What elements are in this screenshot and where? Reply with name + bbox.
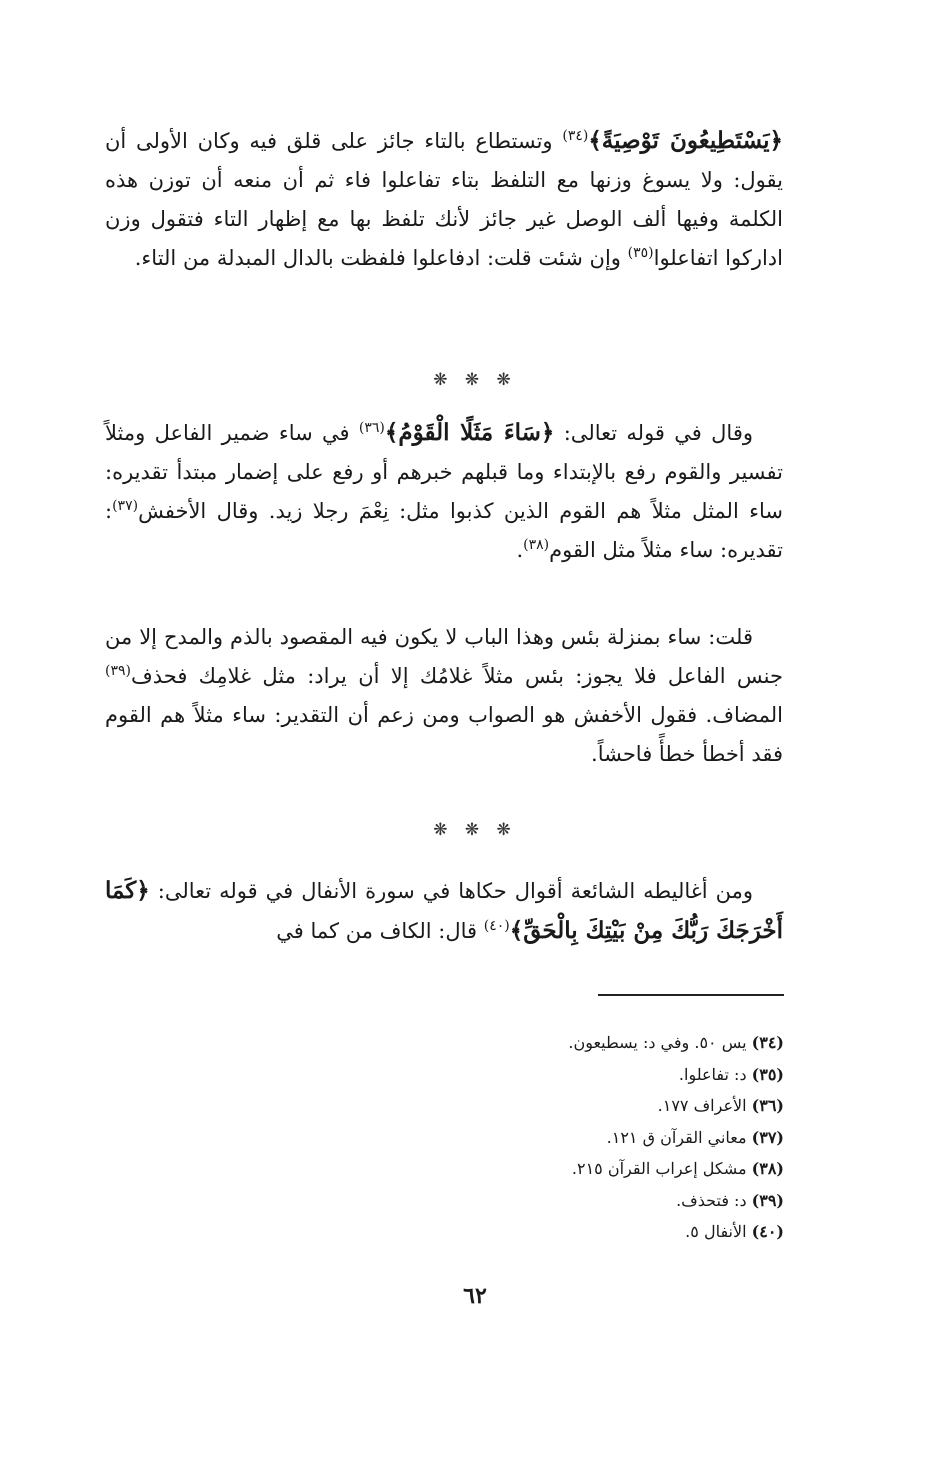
section-separator: ❋ ❋ ❋ (433, 370, 517, 390)
footnote-ref: (٣٩) (105, 663, 131, 679)
footnote-ref: (٣٧) (112, 498, 139, 514)
footnote-ref: (٤٠) (483, 918, 510, 934)
paragraph-4 (105, 871, 783, 951)
quran-quote: ﴿يَسْتَطِيعُونَ تَوْصِيَةً﴾ (588, 127, 783, 154)
footnote-34: (٣٤) يس ٥٠. وفي د: يسطيعون. (568, 1033, 784, 1052)
quran-quote: ﴿كَمَا أَخْرَجَكَ رَبُّكَ مِنْ بَيْتِكَ بِالْحَقِّ﴾ (105, 877, 783, 944)
paragraph-text: : تقديره: ساء مثلاً مثل القوم (105, 499, 783, 562)
footnote-38: (٣٨) مشكل إعراب القرآن ٢١٥. (571, 1159, 784, 1178)
footnote-35: (٣٥) د: تفاعلوا. (678, 1064, 784, 1084)
footnote-36: (٣٦) الأعراف ١٧٧. (657, 1096, 784, 1115)
footnotes (400, 1027, 784, 1248)
paragraph-text: وقال في قوله تعالى: (554, 421, 753, 445)
section-separator: ❋ ❋ ❋ (433, 820, 517, 840)
footnote-ref: (٣٨) (523, 537, 550, 553)
page-number: ٦٢ (463, 1283, 487, 1309)
paragraph-text: . (516, 538, 524, 562)
paragraph-text: المضاف. فقول الأخفش هو الصواب ومن زعم أن التقدير: ساء مثلاً هم القوم فقد أخطأ خطأً فاحشاً. (105, 703, 783, 766)
footnote-ref: (٣٤) (562, 128, 589, 144)
footnote-ref: (٣٥) (627, 245, 654, 261)
paragraph-2 (105, 413, 783, 570)
footnote-divider (598, 994, 784, 996)
footnote-39: (٣٩) د: فتحذف. (676, 1190, 784, 1210)
footnote-37: (٣٧) معاني القرآن ق ١٢١. (606, 1127, 784, 1147)
paragraph-text: وإن شئت قلت: ادفاعلوا فلفظت بالدال المبدلة من التاء. (134, 246, 628, 270)
paragraph-3 (105, 618, 783, 774)
paragraph-text: وتستطاع بالتاء جائز على قلق فيه وكان الأولى أن يقول: ولا يسوغ وزنها مع التلفظ بتاء تفاعلوا فاء ثم أن منعه أن توزن هذه الكلمة وفيها ألف الوصل غير جائز لأنك تلفظ بها مع إظهار التاء فتقول وزن اداركوا اتفاعلوا (105, 129, 783, 270)
paragraph-1 (105, 121, 783, 278)
footnote-ref: (٣٦) (358, 420, 385, 436)
paragraph-text: قلت: ساء بمنزلة بئس وهذا الباب لا يكون فيه المقصود بالذم والمدح إلا من جنس الفاعل فلا يجوز: بئس مثلاً غلامُك إلا أن يراد: مثل غلامِك فحذف (105, 625, 783, 688)
paragraph-text: في ساء ضمير الفاعل ومثلاً تفسير والقوم رفع بالإبتداء وما قبلهم خبرهم أو رفع على إضمار مبتدأ تقديره: ساء المثل مثلاً هم القوم الذين كذبوا مثل: نِعْمَ رجلا زيد. وقال الأخفش (105, 421, 783, 523)
paragraph-text: قال: الكاف من كما في (276, 919, 484, 943)
paragraph-text: ومن أغاليطه الشائعة أقوال حكاها في سورة الأنفال في قوله تعالى: (149, 879, 753, 903)
footnote-40: (٤٠) الأنفال ٥. (685, 1222, 784, 1241)
quran-quote: ﴿سَاءَ مَثَلًا الْقَوْمُ﴾ (384, 419, 555, 446)
